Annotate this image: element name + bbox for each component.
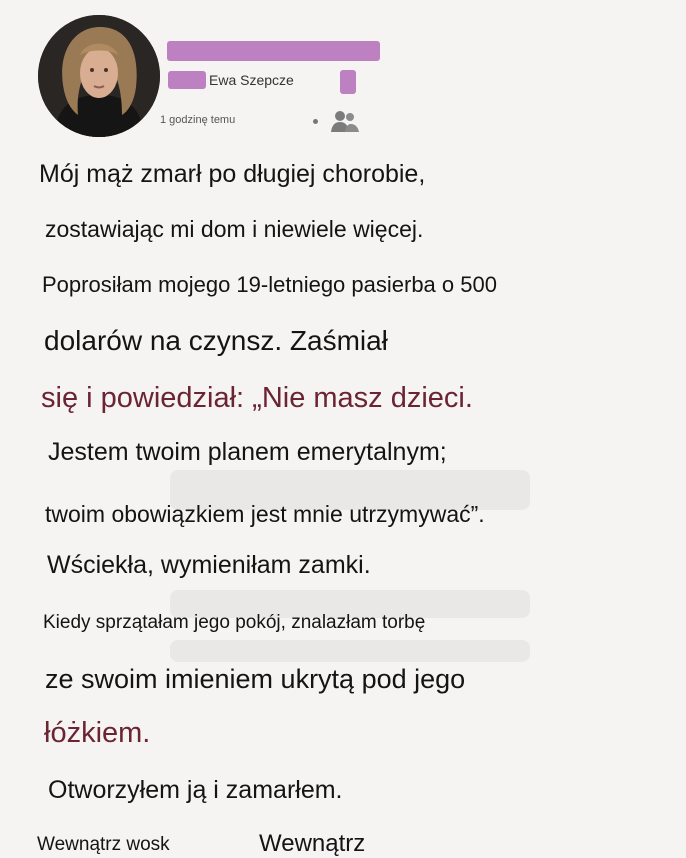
story-line-6: Jestem twoim planem emerytalnym; <box>48 438 447 466</box>
story-line-1: Mój mąż zmarł po długiej chorobie, <box>39 160 426 188</box>
friends-icon <box>328 108 362 134</box>
author-avatar[interactable] <box>38 15 160 137</box>
story-line-10: ze swoim imieniem ukrytą pod jego <box>45 664 466 694</box>
story-line-12: Otworzyłem ją i zamarłem. <box>48 776 343 804</box>
story-line-3: Poprosiłam mojego 19-letniego pasierba o 500 <box>42 272 497 297</box>
story-line-2: zostawiając mi dom i niewiele więcej. <box>45 216 424 242</box>
bottom-left-label: Wewnątrz wosk <box>37 834 170 855</box>
story-line-11: łóżkiem. <box>44 717 151 749</box>
avatar-photo <box>38 15 160 137</box>
redacted-name-bar-left <box>168 71 206 89</box>
author-name[interactable]: Ewa Szepcze <box>209 72 294 88</box>
redacted-name-bar-right <box>340 70 356 94</box>
post-time: 1 godzinę temu <box>160 114 236 126</box>
story-line-4: dolarów na czynsz. Zaśmiał <box>44 325 388 356</box>
story-line-9: Kiedy sprzątałam jego pokój, znalazłam torbę <box>43 612 426 633</box>
background-watermark-shape <box>170 640 530 662</box>
story-line-8: Wściekła, wymieniłam zamki. <box>47 551 371 579</box>
post-header <box>0 0 686 150</box>
bottom-right-label: Wewnątrz <box>259 830 366 857</box>
story-line-7: twoim obowiązkiem jest mnie utrzymywać”. <box>45 501 485 527</box>
cropped-bottom-row <box>0 830 686 856</box>
separator-dot <box>313 119 318 124</box>
redacted-name-bar <box>167 41 380 61</box>
story-line-5: się i powiedział: „Nie masz dzieci. <box>41 382 473 414</box>
